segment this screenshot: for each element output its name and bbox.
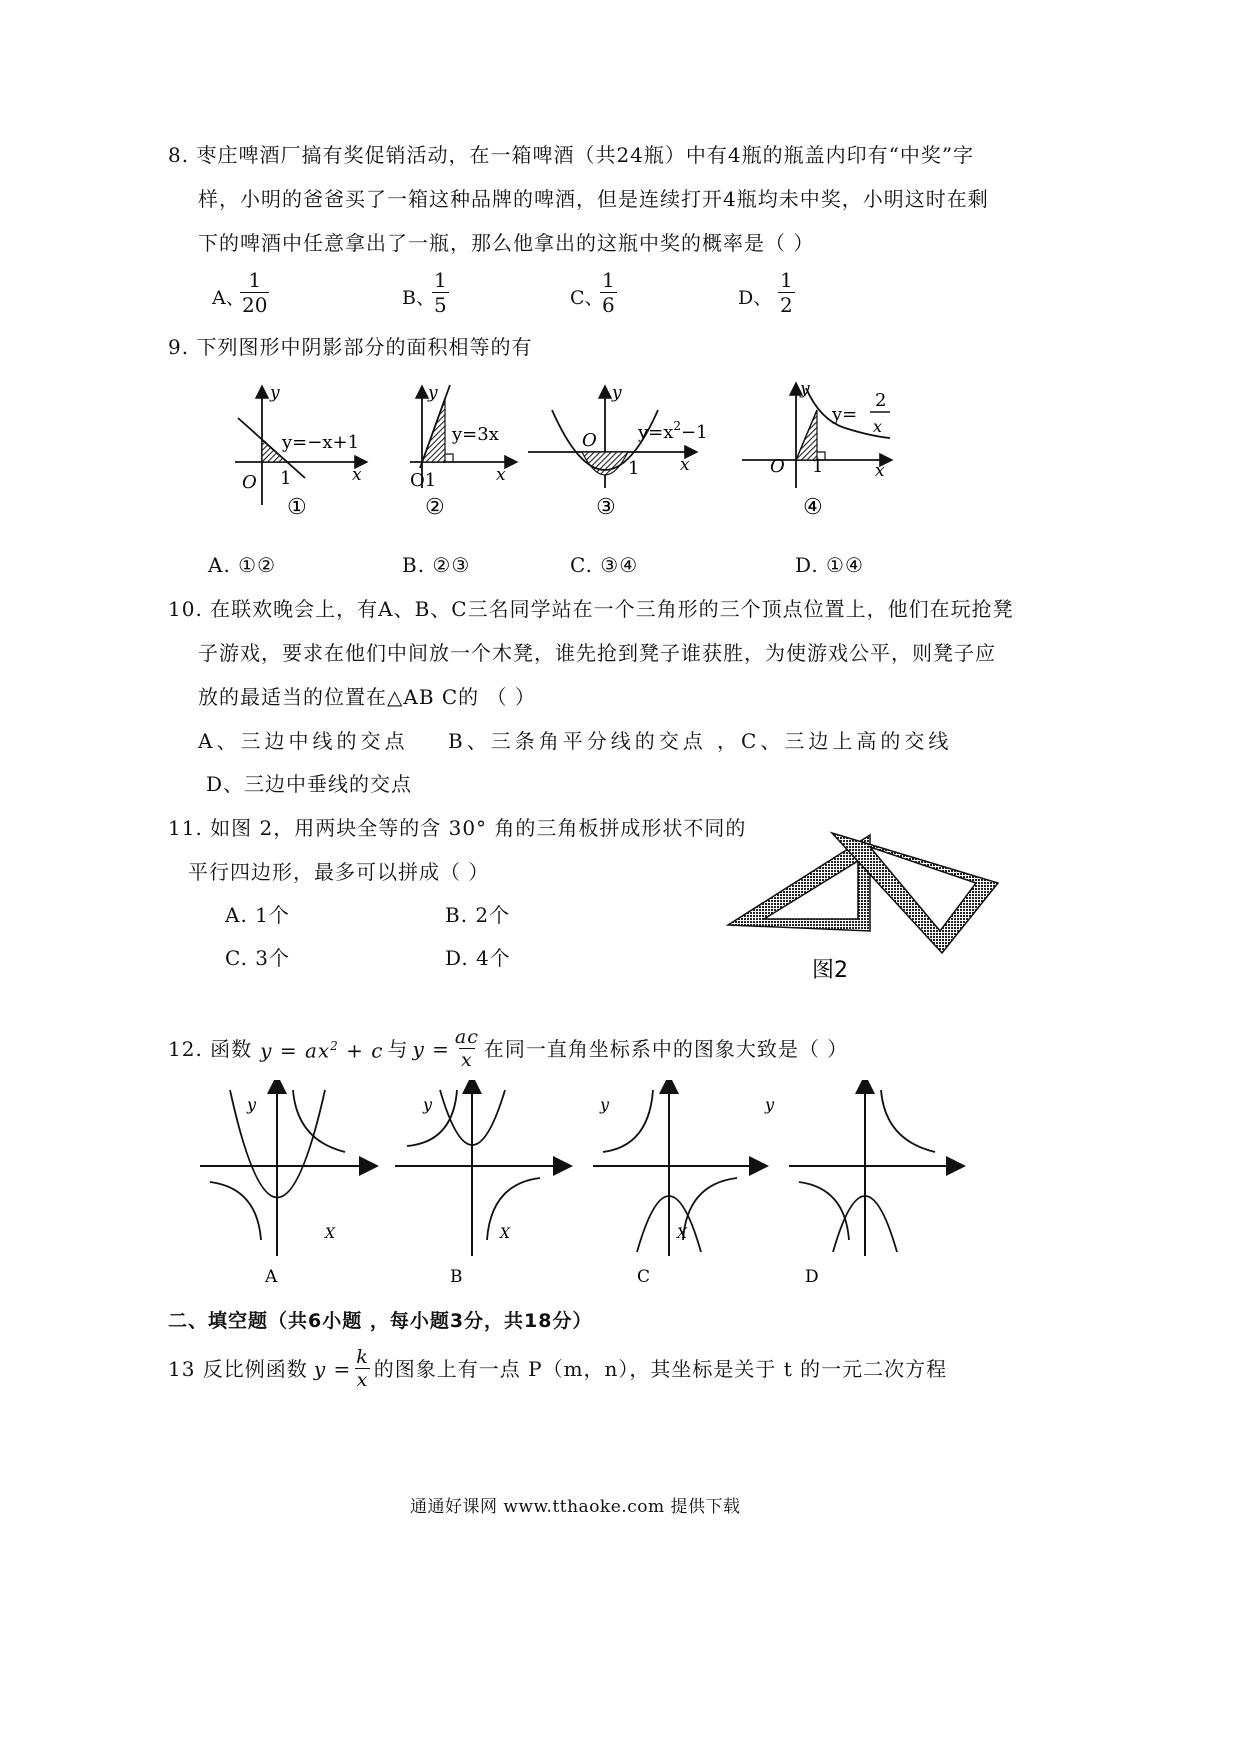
- q12-graph-a-x: X: [325, 1226, 335, 1242]
- q13-f-num: k: [356, 1346, 369, 1368]
- q8-option-a-den: 20: [242, 293, 268, 317]
- q9-fig4-label: ④: [803, 495, 823, 520]
- q12-prefix: 12. 函数: [168, 1036, 253, 1061]
- q12-graph-a-y: y: [247, 1095, 257, 1114]
- q12-f2-num: ac: [454, 1026, 479, 1048]
- q12-f2-den: x: [461, 1049, 473, 1071]
- q8-option-d-num: 1: [780, 268, 793, 292]
- q8-line3: 下的啤酒中任意拿出了一瓶，那么他拿出的这瓶中奖的概率是（ ）: [198, 231, 815, 255]
- q12-graph-c-y: y: [600, 1095, 610, 1114]
- q9-fig2-origin-one: O1: [410, 470, 437, 491]
- q12-suffix: 在同一直角坐标系中的图象大致是（ ）: [483, 1036, 849, 1061]
- q13-function-prefix: y =: [313, 1356, 352, 1381]
- q8-line1: 8. 枣庄啤酒厂搞有奖促销活动，在一箱啤酒（共24瓶）中有4瓶的瓶盖内印有“中奖”字: [168, 143, 975, 167]
- q12-middle: 与: [387, 1036, 409, 1061]
- q9-fig2-label: ②: [425, 495, 445, 520]
- q10-line1: 10. 在联欢晚会上，有A、B、C三名同学站在一个三角形的三个顶点位置上，他们在玩抢凳: [168, 597, 1014, 621]
- q12-graph-c-label: C: [637, 1267, 651, 1287]
- q9-fig3-equation: $y=x^2-1$: [638, 419, 708, 443]
- q9-fig3-x-label: x: [680, 455, 690, 475]
- q9-fig1-origin: O: [242, 472, 257, 493]
- q9-figure-2: [410, 383, 515, 520]
- q12-function-1: $y = ax^2 + c$: [260, 1038, 384, 1063]
- q11-figure-caption: 图2: [812, 958, 848, 983]
- q9-figure-3: [528, 383, 708, 520]
- q10-option-d: D、三边中垂线的交点: [206, 772, 413, 796]
- q12-graph-b-x: X: [500, 1226, 510, 1242]
- q13-suffix: 的图象上有一点 P（m，n），其坐标是关于 t 的一元二次方程: [373, 1356, 948, 1381]
- q13-prefix: 13 反比例函数: [168, 1356, 308, 1381]
- q9-fig2-y-label: y: [428, 383, 438, 403]
- q8-option-a-num: 1: [248, 268, 262, 292]
- q10-option-b-c: B、三条角平分线的交点 ，C、三边上高的交线: [448, 729, 953, 753]
- q9-fig4-x-label: x: [875, 461, 885, 481]
- section-2-title: 二、填空题（共6小题 ，每小题3分，共18分）: [168, 1310, 593, 1332]
- q9-fig4-y-label: y: [800, 380, 810, 399]
- q11-option-b: B. 2个: [445, 903, 511, 927]
- q8-option-a-fraction: [240, 268, 269, 317]
- q9-fig3-one: 1: [628, 458, 640, 479]
- q11-option-d: D. 4个: [445, 946, 511, 970]
- q8-option-b-fraction: [432, 268, 449, 317]
- q9-fig2-equation: y=3x: [452, 424, 499, 445]
- q12-function-2-prefix: y =: [412, 1036, 450, 1061]
- q10-option-a: A、三边中线的交点: [198, 729, 409, 753]
- page-footer: 通通好课网 www.tthaoke.com 提供下载: [410, 1497, 741, 1517]
- q11-figure-triangles: [720, 825, 1010, 985]
- q11-option-a: A. 1个: [225, 903, 290, 927]
- q10-line2: 子游戏，要求在他们中间放一个木凳，谁先抢到凳子谁获胜，为使游戏公平，则凳子应: [198, 641, 996, 665]
- q8-option-c-den: 6: [602, 293, 615, 317]
- q9-option-d: D. ①④: [795, 553, 864, 577]
- q9-stem: 9. 下列图形中阴影部分的面积相等的有: [168, 335, 533, 359]
- q11-line1: 11. 如图 2，用两块全等的含 30° 角的三角板拼成形状不同的: [168, 816, 747, 840]
- q9-fig3-origin: O: [582, 430, 597, 451]
- q8-option-b-num: 1: [434, 268, 447, 292]
- q8-option-b-label: B、: [402, 287, 435, 309]
- q8-option-a-label: A、: [212, 287, 245, 309]
- q12-graph-a-label: A: [265, 1267, 278, 1287]
- q12-stem: [168, 1026, 848, 1071]
- q9-fig3-y-label: y: [612, 383, 622, 403]
- q9-fig4-eq-prefix: y=: [832, 404, 858, 425]
- q9-fig4-eq-num: 2: [875, 390, 887, 411]
- q9-figures: [230, 380, 910, 520]
- q12-graphs: [195, 1080, 975, 1295]
- q8-option-d-label: D、: [738, 287, 773, 309]
- q12-graph-a: [200, 1080, 373, 1287]
- q11-line2: 平行四边形，最多可以拼成（ ）: [188, 860, 490, 884]
- q12-graph-c-x: X: [677, 1226, 687, 1242]
- q12-graph-d-y: y: [765, 1095, 775, 1114]
- q9-fig1-label: ①: [287, 495, 307, 520]
- q9-fig4-origin: O: [770, 456, 785, 477]
- q8-option-c-fraction: [600, 268, 617, 317]
- q9-fig4-eq-den: x: [873, 417, 883, 436]
- q12-graph-b: [395, 1080, 567, 1287]
- q9-fig1-x-label: x: [352, 465, 362, 485]
- q8-option-b-den: 5: [434, 293, 447, 317]
- q13-function-fraction: [354, 1346, 371, 1391]
- q9-fig1-one: 1: [280, 468, 292, 489]
- q9-figure-1: [235, 383, 365, 520]
- q8-option-d-fraction: [778, 268, 795, 317]
- q9-figure-4: [742, 380, 890, 520]
- q12-graph-d-label: D: [805, 1267, 819, 1287]
- q9-option-b: B. ②③: [402, 553, 471, 577]
- q9-fig4-one: 1: [812, 456, 824, 477]
- q8-line2: 样，小明的爸爸买了一箱这种品牌的啤酒，但是连续打开4瓶均未中奖，小明这时在剩: [198, 187, 989, 211]
- q9-option-a: A. ①②: [208, 553, 277, 577]
- q12-graph-c: [593, 1080, 763, 1287]
- q12-function-2-fraction: [453, 1026, 481, 1071]
- q12-graph-b-label: B: [450, 1267, 463, 1287]
- q8-option-c-num: 1: [602, 268, 615, 292]
- q9-fig1-equation: y=−x+1: [282, 432, 360, 453]
- q13-stem: [168, 1346, 947, 1391]
- q8-option-d-den: 2: [780, 293, 793, 317]
- q11-option-c: C. 3个: [225, 946, 291, 970]
- q9-fig3-label: ③: [596, 495, 616, 520]
- q9-fig1-y-label: y: [270, 383, 280, 403]
- q9-option-c: C. ③④: [570, 553, 639, 577]
- q12-graph-d: [764, 1080, 960, 1287]
- q12-graph-b-y: y: [423, 1095, 433, 1114]
- q8-option-c-label: C、: [570, 287, 604, 309]
- q13-f-den: x: [356, 1369, 369, 1391]
- q9-fig2-x-label: x: [496, 465, 506, 485]
- q10-line3: 放的最适当的位置在△AB C的 （ ）: [198, 685, 536, 709]
